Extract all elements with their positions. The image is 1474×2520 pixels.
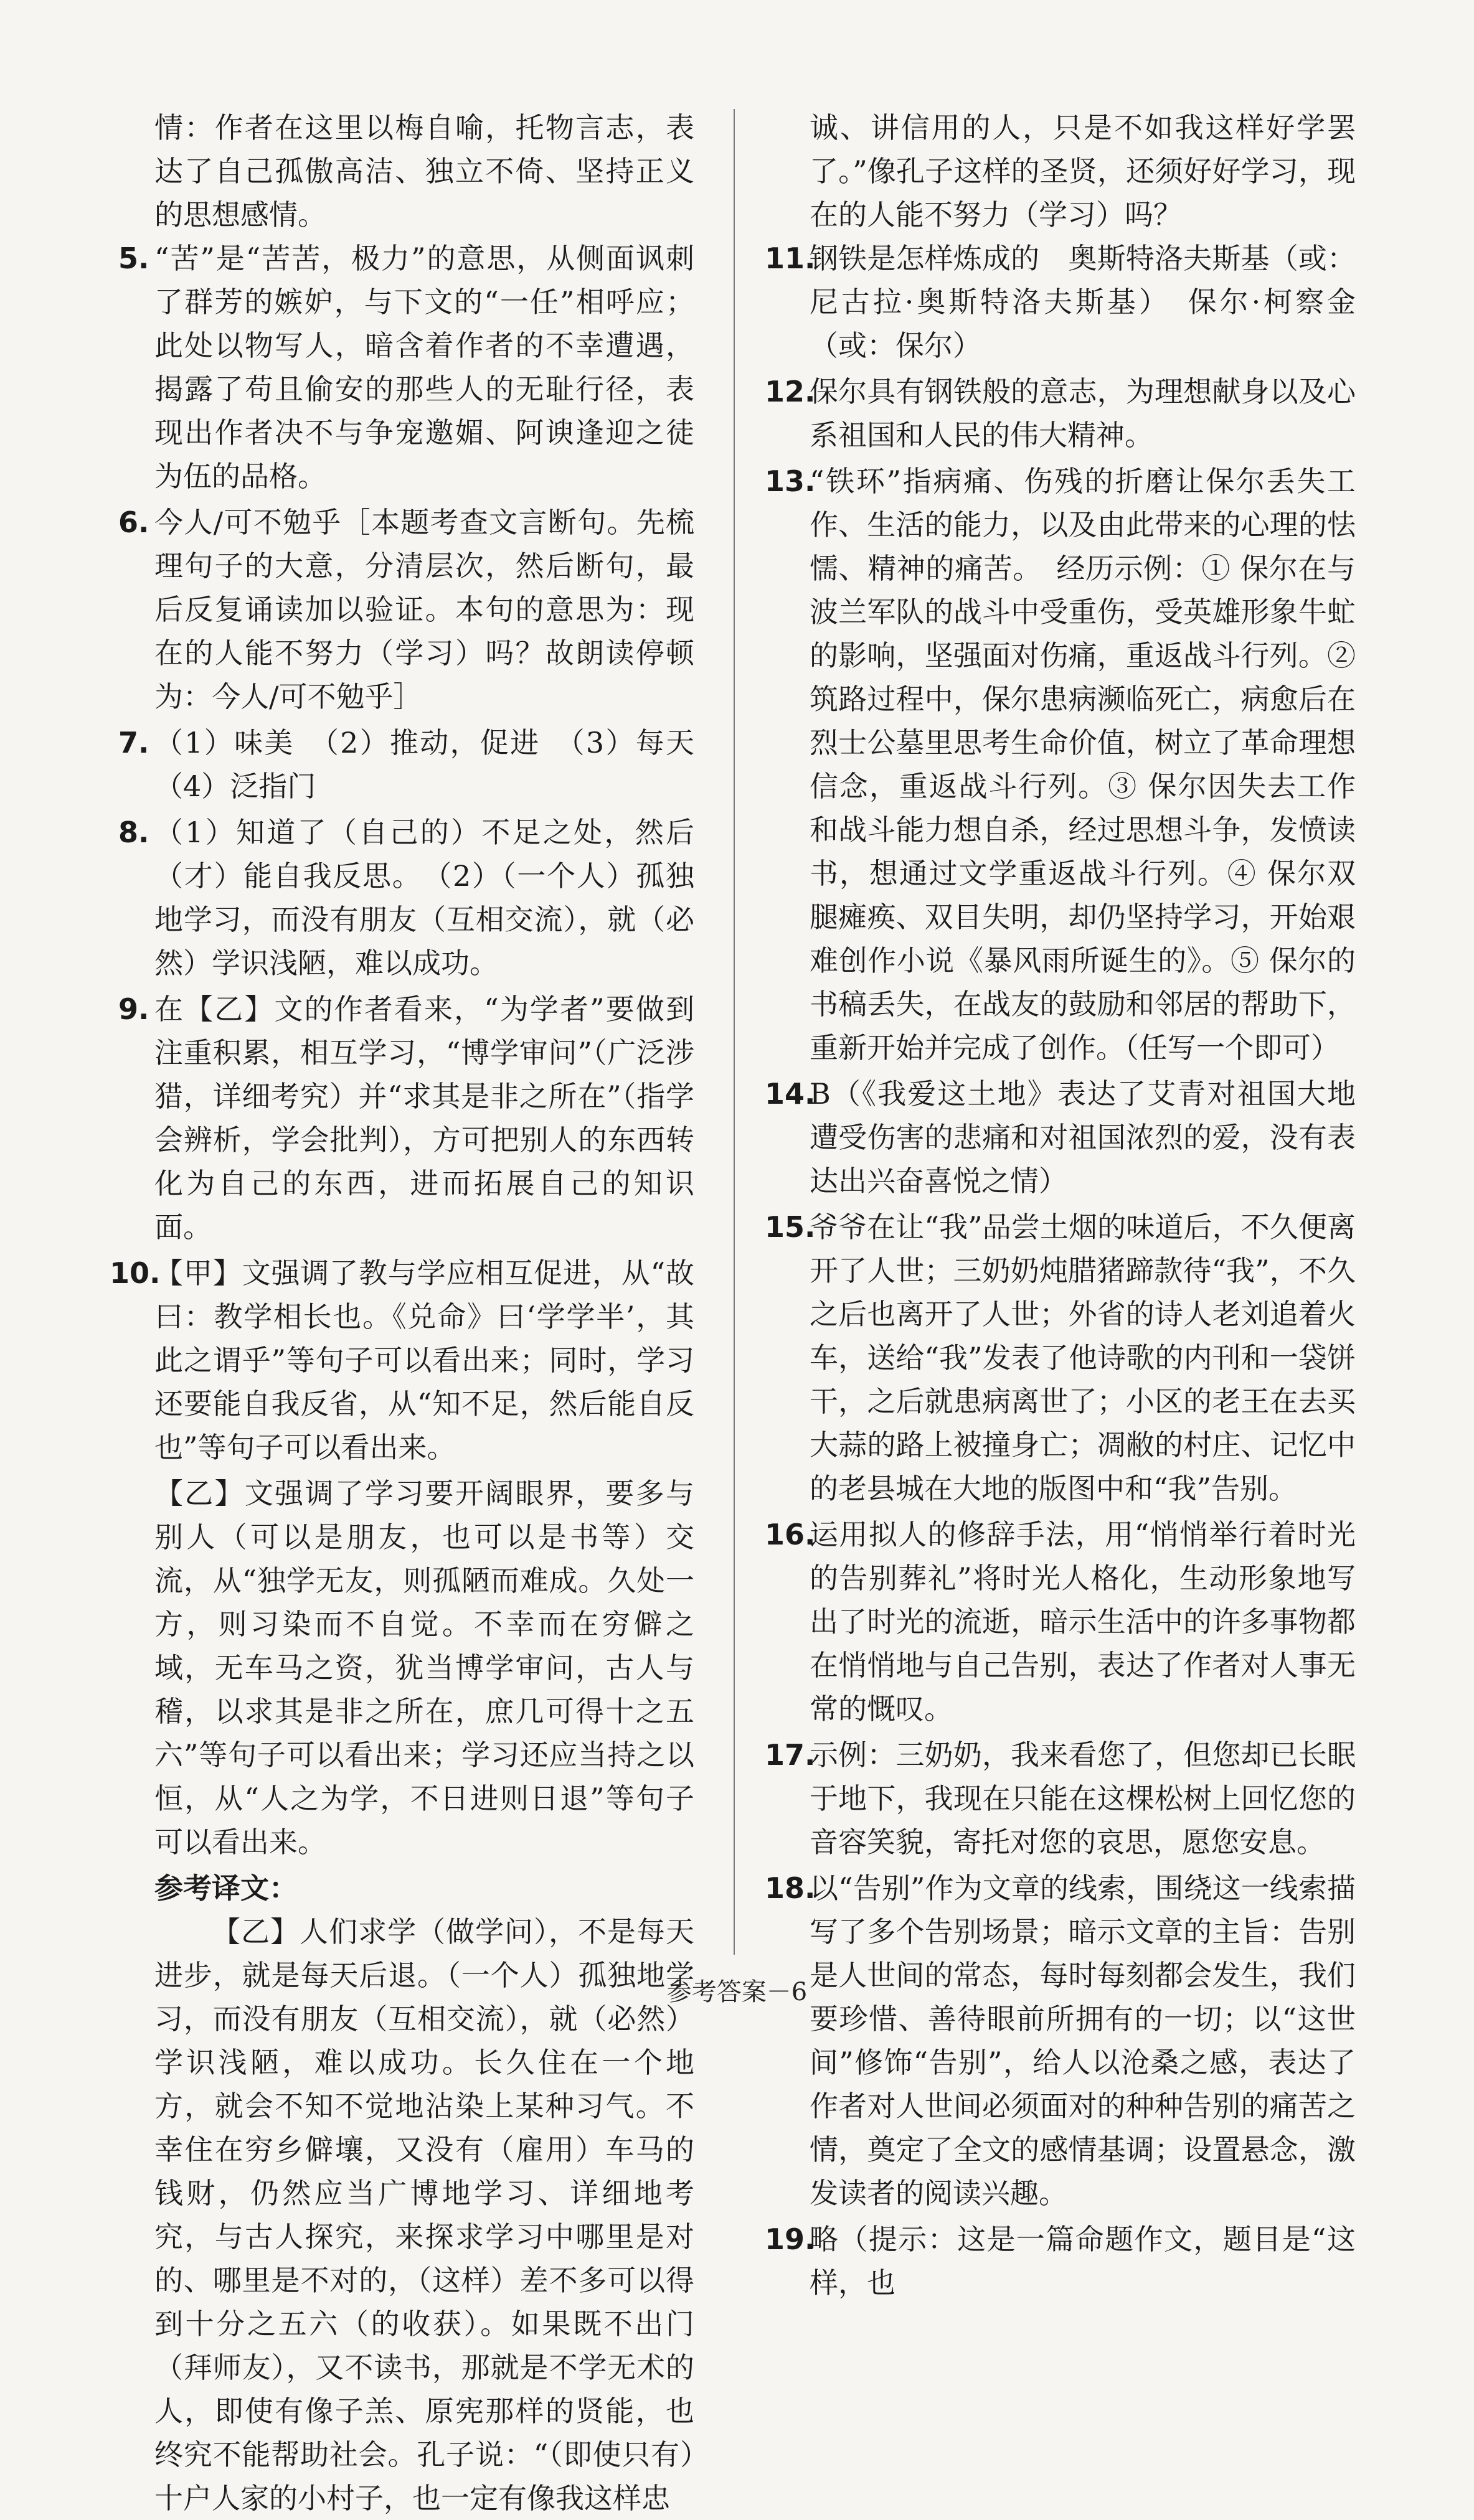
- item-text: B（《我爱这土地》表达了艾青对祖国大地遭受伤害的悲痛和对祖国浓烈的爱，没有表达出兴奋喜悦之情）: [810, 1077, 1356, 1198]
- item-number: 11.: [765, 242, 816, 275]
- answer-item-11: [765, 237, 1356, 367]
- item-number: 12.: [765, 375, 816, 408]
- translation-heading: 参考译文：: [154, 1871, 298, 1905]
- answer-item-13: [765, 459, 1356, 1070]
- item-text: （1）知道了（自己的）不足之处，然后（才）能自我反思。 （2）（一个人）孤独地学习，而没有朋友（互相交流），就（必然）学识浅陋，难以成功。: [154, 816, 694, 980]
- answer-item-9: [118, 987, 694, 1249]
- item-text: （1）味美 （2）推动，促进 （3）每天 （4）泛指门: [154, 726, 723, 803]
- right-intro-continuation: 诚、讲信用的人，只是不如我这样好学罢了。”像孔子这样的圣贤，还须好好学习，现在的人能不努力（学习）吗？: [810, 111, 1356, 232]
- intro-continuation: 情：作者在这里以梅自喻，托物言志，表达了自己孤傲高洁、独立不倚、坚持正义的思想感情。: [154, 111, 694, 232]
- item-number: 6.: [118, 505, 149, 539]
- answer-item-14: [765, 1072, 1356, 1203]
- left-column: [110, 106, 723, 2520]
- item-number: 13.: [765, 464, 816, 498]
- answer-item-18: [765, 1866, 1356, 2215]
- item-text: 在【乙】文的作者看来，“为学者”要做到注重积累，相互学习，“博学审问”（广泛涉猎，详细考究）并“求其是非之所在”（指学会辨析，学会批判），方可把别人的东西转化为自己的东西，进而拓展自己的知识面。: [154, 992, 694, 1244]
- item-number: 10.: [110, 1256, 161, 1290]
- item-number: 5.: [118, 242, 149, 275]
- item-text: 保尔具有钢铁般的意志，为理想献身以及心系祖国和人民的伟大精神。: [810, 375, 1356, 452]
- column-divider: [734, 109, 735, 1955]
- answer-item-12: [765, 370, 1356, 457]
- item-number: 17.: [765, 1738, 816, 1772]
- answer-item-6: [118, 501, 694, 718]
- item-number: 7.: [118, 726, 149, 759]
- item-text: 运用拟人的修辞手法，用“悄悄举行着时光的告别葬礼”将时光人格化，生动形象地写出了时光的流逝，暗示生活中的许多事物都在悄悄地与自己告别，表达了作者对人事无常的慨叹。: [810, 1518, 1356, 1726]
- translation-text: 【乙】人们求学（做学问），不是每天进步，就是每天后退。（一个人）孤独地学习，而没有朋友（互相交流），就（必然）学识浅陋，难以成功。长久住在一个地方，就会不知不觉地沾染上某种习气。不幸住在穷乡僻壤，又没有（雇用）车马的钱财，仍然应当广博地学习、详细地考究，与古人探究，来探求学习中哪里是对的、哪里是不对的，（这样）差不多可以得到十分之五六（的收获）。如果既不出门（拜师友），又不读书，那就是不学无术的人，即使有像子羔、原宪那样的贤能，也终究不能帮助社会。孔子说：“（即使只有）十户人家的小村子，也一定有像我这样忠: [154, 1915, 694, 2515]
- answer-item-17: [765, 1733, 1356, 1864]
- item-number: 8.: [118, 816, 149, 849]
- answer-item-19: [765, 2217, 1356, 2305]
- answer-item-8: [118, 811, 694, 985]
- item-text: “苦”是“苦苦，极力”的意思，从侧面讽刺了群芳的嫉妒，与下文的“一任”相呼应；此处以物写人，暗含着作者的不幸遭遇，揭露了苟且偷安的那些人的无耻行径，表现出作者决不与争宠邀媚、阿谀逢迎之徒为伍的品格。: [154, 242, 694, 493]
- item-number: 16.: [765, 1518, 816, 1551]
- answer-item-15: [765, 1205, 1356, 1510]
- answer-item-10: [110, 1251, 694, 1469]
- page-footer: 参考答案－6: [666, 1978, 808, 2006]
- item-text: 略（提示：这是一篇命题作文，题目是“这样，也: [810, 2222, 1356, 2300]
- item-text: 示例：三奶奶，我来看您了，但您却已长眠于地下，我现在只能在这棵松树上回忆您的音容笑貌，寄托对您的哀思，愿您安息。: [810, 1738, 1356, 1859]
- item-number: 18.: [765, 1871, 816, 1905]
- answer-item-16: [765, 1513, 1356, 1731]
- item-number: 9.: [118, 992, 149, 1026]
- item-text: 【甲】文强调了教与学应相互促进，从“故曰：教学相长也。《兑命》曰‘学学半’，其此之谓乎”等句子可以看出来；同时，学习还要能自我反省，从“知不足，然后能自反也”等句子可以看出来。: [154, 1256, 694, 1464]
- item-number: 15.: [765, 1210, 816, 1244]
- answer-item-5: [118, 237, 694, 498]
- item-text: 今人/可不勉乎［本题考查文言断句。先梳理句子的大意，分清层次，然后断句，最后反复诵读加以验证。本句的意思为：现在的人能不努力（学习）吗？故朗读停顿为：今人/可不勉乎］: [154, 505, 694, 713]
- item-text: “铁环”指病痛、伤残的折磨让保尔丢失工作、生活的能力，以及由此带来的心理的怯懦、精神的痛苦。 经历示例：① 保尔在与波兰军队的战斗中受重伤，受英雄形象牛虻的影响，坚强面对伤痛，重返战斗行列。② 筑路过程中，保尔患病濒临死亡，病愈后在烈士公墓里思考生命价值，树立了革命理想信念，重返战斗行列。③ 保尔因失去工作和战斗能力想自杀，经过思想斗争，发愤读书，想通过文学重返战斗行列。④ 保尔双腿瘫痪、双目失明，却仍坚持学习，开始艰难创作小说《暴风雨所诞生的》。⑤ 保尔的书稿丢失，在战友的鼓励和邻居的帮助下，重新开始并完成了创作。（任写一个即可）: [810, 464, 1356, 1065]
- item-text: 钢铁是怎样炼成的 奥斯特洛夫斯基（或：尼古拉·奥斯特洛夫斯基） 保尔·柯察金（或：保尔）: [810, 242, 1356, 362]
- item-text: 爷爷在让“我”品尝土烟的味道后，不久便离开了人世；三奶奶炖腊猪蹄款待“我”，不久之后也离开了人世；外省的诗人老刘追着火车，送给“我”发表了他诗歌的内刊和一袋饼干，之后就患病离世了；小区的老王在去买大蒜的路上被撞身亡；凋敝的村庄、记忆中的老县城在大地的版图中和“我”告别。: [810, 1210, 1356, 1505]
- item-text: 以“告别”作为文章的线索，围绕这一线索描写了多个告别场景；暗示文章的主旨：告别是人世间的常态，每时每刻都会发生，我们要珍惜、善待眼前所拥有的一切；以“这世间”修饰“告别”，给人以沧桑之感，表达了作者对人世间必须面对的种种告别的痛苦之情，奠定了全文的感情基调；设置悬念，激发读者的阅读兴趣。: [810, 1871, 1356, 2210]
- answer-item-7: [118, 721, 723, 808]
- item-number: 14.: [765, 1077, 816, 1111]
- item-10-continuation: 【乙】文强调了学习要开阔眼界，要多与别人（可以是朋友，也可以是书等）交流，从“独学无友，则孤陋而难成。久处一方，则习染而不自觉。不幸而在穷僻之域，无车马之资，犹当博学审问，古人与稽，以求其是非之所在，庶几可得十之五六”等句子可以看出来；学习还应当持之以恒，从“人之为学，不日进则日退”等句子可以看出来。: [154, 1477, 694, 1859]
- item-number: 19.: [765, 2222, 816, 2256]
